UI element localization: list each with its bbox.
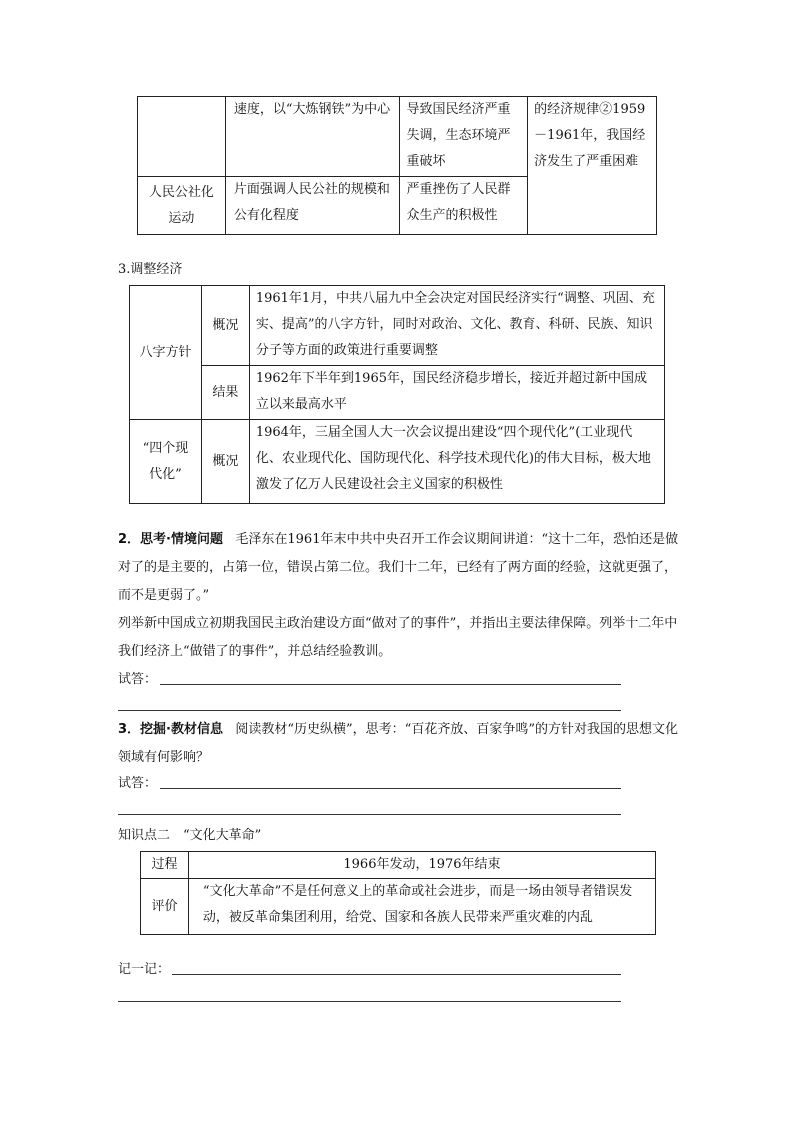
- table-cell: 的经济规律②1959－1961年，我国经济发生了严重困难: [528, 97, 657, 235]
- table-cell: 速度，以“大炼钢铁”为中心: [225, 97, 400, 177]
- note-line[interactable]: [172, 974, 621, 975]
- answer-label: 试答：: [118, 672, 158, 687]
- question-label: 3．挖掘·教材信息: [118, 722, 223, 737]
- section-title: 知识点二 “文化大革命”: [118, 828, 262, 843]
- question-2: [118, 526, 680, 610]
- table-cell: 片面强调人民公社的规模和公有化程度: [225, 177, 400, 235]
- answer-line[interactable]: [118, 710, 621, 711]
- answer-line[interactable]: [160, 788, 621, 789]
- table-cell: 1961年1月，中共八届九中全会决定对国民经济实行“调整、巩固、充实、提高”的八字方针，同时对政治、文化、教育、科研、民族、知识分子等方面的政策进行重要调整: [249, 286, 664, 366]
- adjust-economy-table: [129, 285, 665, 504]
- answer-label: 试答：: [118, 776, 158, 791]
- section-title: 3.调整经济: [118, 262, 183, 277]
- row-subheader: 结果: [201, 366, 249, 420]
- answer-line[interactable]: [160, 684, 621, 685]
- table-cell: 导致国民经济严重失调，生态环境严重破坏: [400, 97, 528, 177]
- table-cell: 严重挫伤了人民群众生产的积极性: [400, 177, 528, 235]
- table-cell: “文化大革命”不是任何意义上的革命或社会进步，而是一场由领导者错误发动，被反革命集团利用，给党、国家和各族人民带来严重灾难的内乱: [188, 879, 655, 935]
- question-3: [118, 716, 680, 772]
- note-label: 记一记：: [118, 962, 171, 977]
- policy-table: [137, 96, 657, 235]
- row-header: 评价: [141, 879, 189, 935]
- table-cell: 1964年，三届全国人大一次会议提出建设“四个现代化”(工业现代化、农业现代化、国防现代化、科学技术现代化)的伟大目标，极大地激发了亿万人民建设社会主义国家的积极性: [249, 420, 664, 504]
- row-header: 八字方针: [130, 286, 202, 420]
- question-quote: 毛泽东在1961年末中共中央召开工作会议期间讲道：“这十二年，恐怕还是做对了的是主要的，占第一位，错误占第二位。我们十二年，已经有了两方面的经验，这就更强了，而不是更弱了。”: [118, 532, 679, 603]
- note-line[interactable]: [118, 1001, 621, 1002]
- question-label: 2．思考·情境问题: [118, 532, 223, 547]
- question-text: 阅读教材“历史纵横”，思考：“百花齐放、百家争鸣”的方针对我国的思想文化领域有何影响？: [118, 722, 678, 765]
- answer-line[interactable]: [118, 814, 621, 815]
- table-cell: [138, 97, 226, 177]
- row-subheader: 概况: [201, 286, 249, 366]
- row-header: 过程: [141, 852, 189, 879]
- row-header: “四个现代化”: [130, 420, 202, 504]
- row-subheader: 概况: [201, 420, 249, 504]
- table-cell: 人民公社化运动: [138, 177, 226, 235]
- question-2-task: 列举新中国成立初期我国民主政治建设方面“做对了的事件”，并指出主要法律保障。列举十二年中我们经济上“做错了的事件”，并总结经验教训。: [118, 616, 678, 659]
- cultural-revolution-table: [140, 851, 656, 935]
- table-cell: 1962年下半年到1965年，国民经济稳步增长，接近并超过新中国成立以来最高水平: [249, 366, 664, 420]
- table-cell: 1966年发动，1976年结束: [188, 852, 655, 879]
